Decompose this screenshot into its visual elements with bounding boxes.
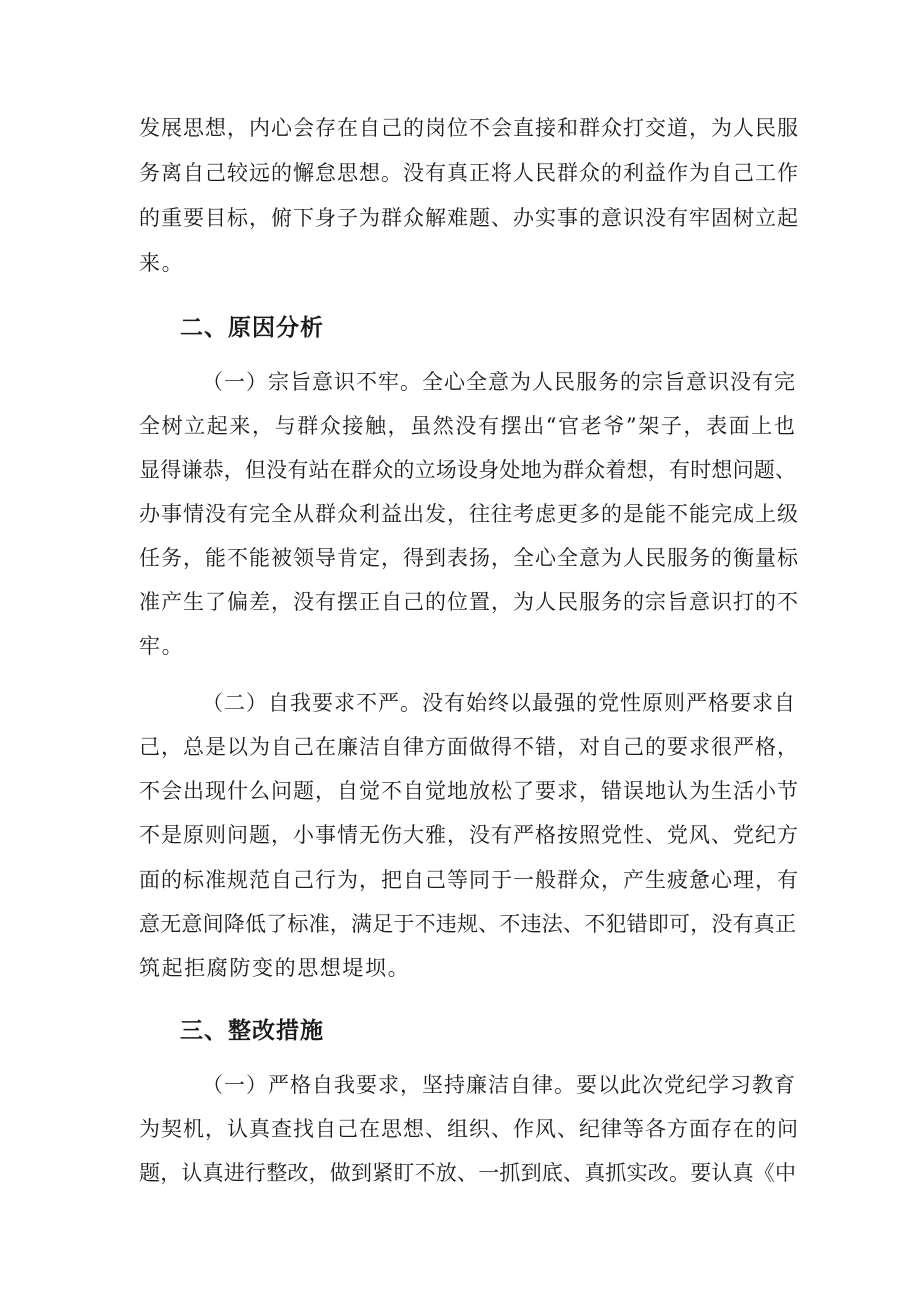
s2-p2-line-2: 己，总是以为自己在廉洁自律方面做得不错，对自己的要求很严格， xyxy=(139,735,799,759)
section-heading-rectification-measures: 三、整改措施 xyxy=(180,1018,324,1044)
s2-p2-line-7: 筑起拒腐防变的思想堤坝。 xyxy=(139,956,411,980)
s2-p2-line-5: 面的标准规范自己行为，把自己等同于一般群众，产生疲惫心理，有 xyxy=(139,868,799,892)
s2-p2-line-3: 不会出现什么问题，自觉不自觉地放松了要求，错误地认为生活小节 xyxy=(139,779,799,803)
intro-line-1: 发展思想，内心会存在自己的岗位不会直接和群众打交道，为人民服 xyxy=(139,116,799,140)
s3-p1-line-2: 为契机，认真查找自己在思想、组织、作风、纪律等各方面存在的问 xyxy=(139,1117,799,1141)
s3-p1-line-1: （一）严格自我要求，坚持廉洁自律。要以此次党纪学习教育 xyxy=(202,1073,796,1097)
s2-p1-line-6: 准产生了偏差，没有摆正自己的位置，为人民服务的宗旨意识打的不 xyxy=(139,590,799,614)
intro-line-4: 来。 xyxy=(139,251,185,275)
s2-p1-line-2: 全树立起来，与群众接触，虽然没有摆出“官老爷”架子，表面上也 xyxy=(139,414,797,438)
s2-p2-line-6: 意无意间降低了标准，满足于不违规、不违法、不犯错即可，没有真正 xyxy=(139,912,797,936)
s2-p1-line-3: 显得谦恭，但没有站在群众的立场设身处地为群众着想，有时想问题、 xyxy=(139,458,797,482)
s2-p1-line-4: 办事情没有完全从群众利益出发，往往考虑更多的是能不能完成上级 xyxy=(139,502,799,526)
intro-line-2: 务离自己较远的懈怠思想。没有真正将人民群众的利益作为自己工作 xyxy=(139,161,799,185)
s2-p2-line-4: 不是原则问题，小事情无伤大雅，没有严格按照党性、党风、党纪方 xyxy=(139,823,799,847)
section-heading-cause-analysis: 二、原因分析 xyxy=(180,315,324,341)
s2-p2-line-1: （二）自我要求不严。没有始终以最强的党性原则严格要求自 xyxy=(202,691,796,715)
s3-p1-line-3: 题，认真进行整改，做到紧盯不放、一抓到底、真抓实改。要认真《中 xyxy=(139,1161,797,1185)
s2-p1-line-5: 任务，能不能被领导肯定，得到表扬，全心全意为人民服务的衡量标 xyxy=(139,546,799,570)
s2-p1-line-1: （一）宗旨意识不牢。全心全意为人民服务的宗旨意识没有完 xyxy=(202,370,796,394)
intro-line-3: 的重要目标，俯下身子为群众解难题、办实事的意识没有牢固树立起 xyxy=(139,206,799,230)
s2-p1-line-7: 牢。 xyxy=(139,634,185,658)
